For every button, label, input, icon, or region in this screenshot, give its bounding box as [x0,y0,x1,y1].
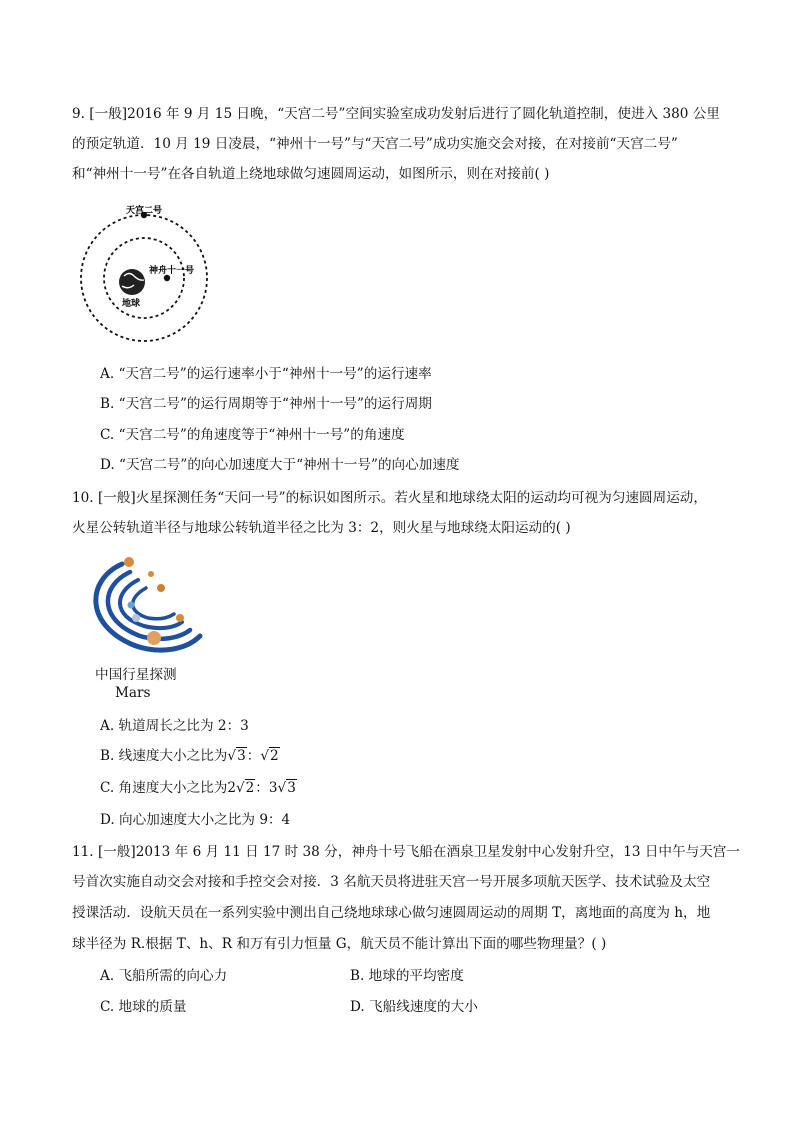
q11-line-2: 号首次实施自动交会对接和手控交会对接．3 名航天员将进驻天宫一号开展多项航天医学、技术试验及太空 [72,874,711,890]
q10-option-c-separator: ： [255,780,269,796]
q9-line-2: 的预定轨道．10 月 19 日凌晨，“神州十一号”与“天宫二号”成功实施交会对接，在对接前“天宫二号” [72,136,678,152]
q10-option-c-radicand-2: 3 [287,780,296,796]
sqrt-sign: √ [227,748,237,764]
q11-line-3: 授课活动．设航天员在一系列实验中测出自己绕地球球心做匀速圆周运动的周期 T，离地面的高度为 h，地 [72,905,711,921]
q10-option-b-prefix: B. 线速度大小之比为 [100,748,228,764]
q11-line-1: 11. [一般]2013 年 6 月 11 日 17 时 38 分，神舟十号飞船在酒泉卫星发射中心发射升空，13 日中午与天宫一 [72,844,740,860]
planet-icon-5 [132,614,140,622]
q10-option-b [100,746,280,766]
q9-option-a: A. “天宫二号”的运行速率小于“神州十一号”的运行速率 [100,366,432,382]
orbit-figure [76,200,216,346]
logo-caption-en: Mars [115,685,151,701]
planet-icon-6 [147,631,161,645]
shenzhou-label: 神舟十一号 [149,266,195,276]
q10-option-c [100,778,297,798]
q9-option-d: D. “天宫二号”的向心加速度大于“神州十一号”的向心加速度 [100,457,460,473]
q10-option-d: D. 向心加速度大小之比为 9：4 [100,812,291,828]
q9-line-3: 和“神州十一号”在各自轨道上绕地球做匀速圆周运动，如图所示，则在对接前( ) [72,166,550,182]
planet-icon-2 [148,571,154,577]
q10-option-b-separator: ： [246,748,261,764]
q10-option-c-prefix: C. 角速度大小之比为 [100,780,228,796]
q11-option-b: B. 地球的平均密度 [350,968,464,984]
earth-icon [119,269,145,295]
q9-option-c: C. “天宫二号”的角速度等于“神州十一号”的角速度 [100,427,405,443]
q10-option-c-radicand-1: 2 [245,780,255,796]
q9-option-b: B. “天宫二号”的运行周期等于“神州十一号”的运行周期 [100,396,432,412]
planet-icon-7 [176,614,184,622]
logo-caption-cn: 中国行星探测 [95,667,177,683]
planet-icon-1 [124,557,134,567]
q10-option-b-radicand-1: 3 [237,748,246,764]
q9-line-1: 9. [一般]2016 年 9 月 15 日晚，“天宫二号”空间实验室成功发射后进行了圆化轨道控制，使进入 380 公里 [72,106,720,122]
q10-option-c-coef-1: 2 [227,780,236,796]
sqrt-sign: √ [277,780,287,796]
planet-icon-3 [157,584,165,592]
tianwen-logo [82,550,208,662]
tiangong-label: 天宫二号 [126,206,163,216]
q11-option-a: A. 飞船所需的向心力 [100,968,228,984]
logo-swoosh-4 [133,588,174,619]
q10-option-c-coef-2: 3 [268,780,278,796]
q11-option-c: C. 地球的质量 [100,999,187,1015]
q10-option-a: A. 轨道周长之比为 2：3 [100,718,249,734]
sqrt-sign: √ [235,780,245,796]
q10-option-b-radicand-2: 2 [269,748,279,764]
earth-label: 地球 [122,299,141,309]
q11-option-d: D. 飞船线速度的大小 [350,999,478,1015]
q10-line-2: 火星公转轨道半径与地球公转轨道半径之比为 3：2，则火星与地球绕太阳运动的( ) [72,520,571,536]
planet-icon-4 [128,602,135,609]
sqrt-sign: √ [260,748,269,764]
q11-line-4: 球半径为 R.根据 T、h、R 和万有引力恒量 G，航天员不能计算出下面的哪些物理量？( ) [72,936,607,952]
q10-line-1: 10. [一般]火星探测任务“天问一号”的标识如图所示。若火星和地球绕太阳的运动均可视为匀速圆周运动， [72,490,707,506]
